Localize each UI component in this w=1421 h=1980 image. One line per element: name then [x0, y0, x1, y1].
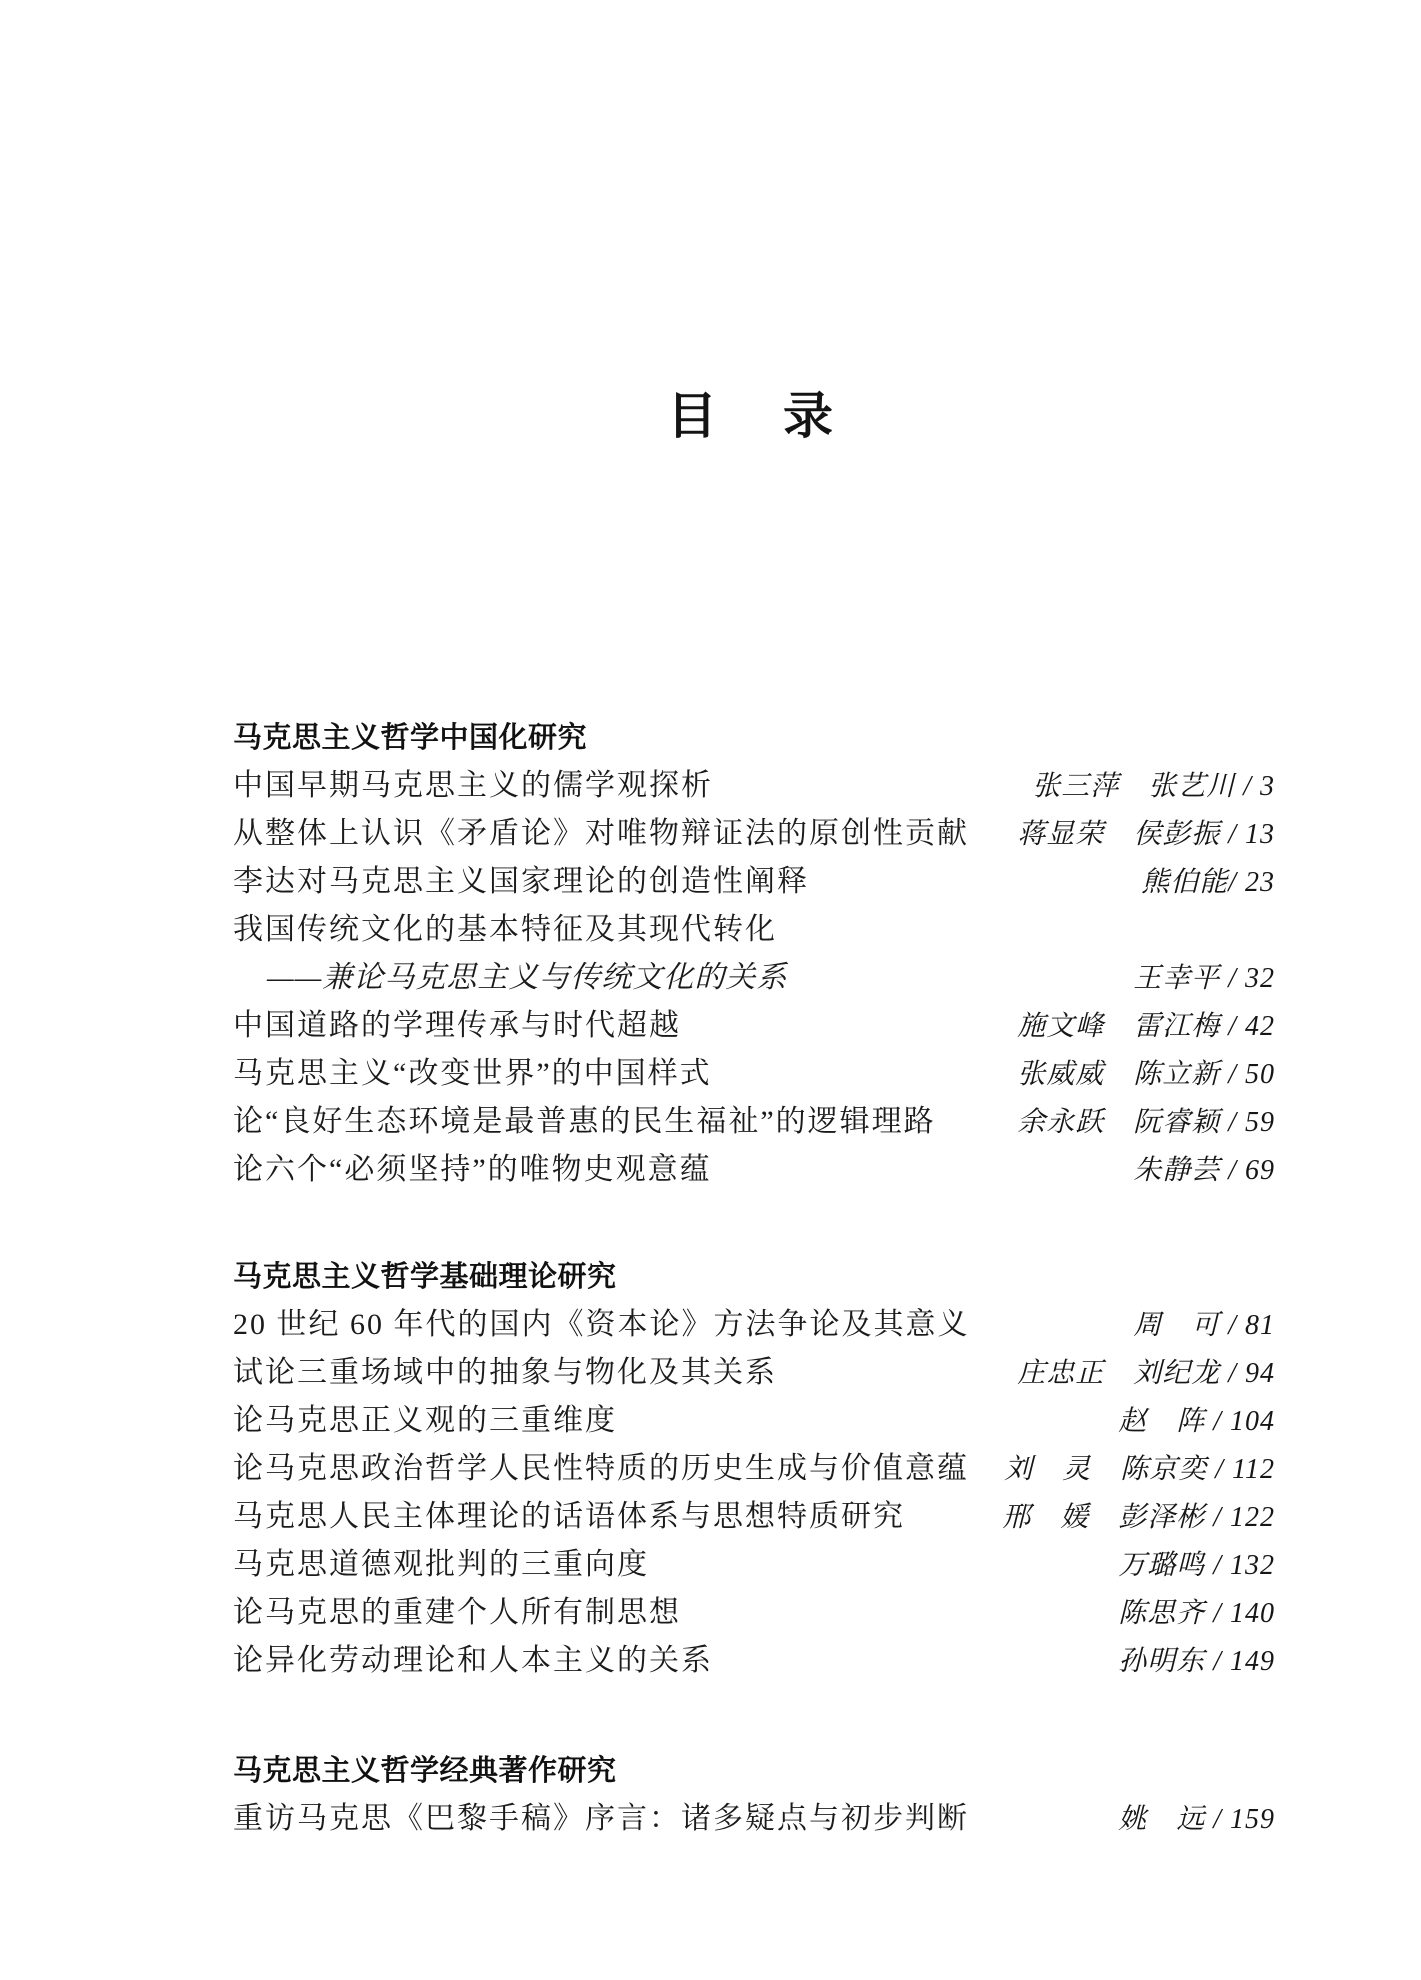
entry-authors-page: 庄忠正 刘纪龙 / 94: [1017, 1358, 1275, 1389]
toc-entry: [233, 1098, 1275, 1146]
toc-section: [233, 714, 1275, 1194]
entry-authors-page: 邢 媛 彭泽彬 / 122: [1002, 1502, 1275, 1533]
toc-entry: [233, 810, 1275, 858]
entry-authors-page: 孙明东 / 149: [1118, 1646, 1275, 1677]
entry-title: 从整体上认识《矛盾论》对唯物辩证法的原创性贡献: [233, 817, 969, 850]
entry-authors-page: 蒋显荣 侯彭振 / 13: [1017, 819, 1275, 850]
toc-entry: [233, 1349, 1275, 1397]
toc-entry: [233, 858, 1275, 906]
toc-entry: [233, 1541, 1275, 1589]
toc-entry: [233, 1397, 1275, 1445]
entry-title: 论“良好生态环境是最普惠的民生福祉”的逻辑理路: [233, 1105, 936, 1138]
entry-title: 马克思道德观批判的三重向度: [233, 1548, 649, 1581]
entry-authors-page: 赵 阵 / 104: [1118, 1406, 1275, 1437]
toc-entry: [233, 954, 1275, 1002]
entry-authors-page: 万璐鸣 / 132: [1118, 1550, 1275, 1581]
entry-authors-page: 余永跃 阮睿颖 / 59: [1017, 1107, 1275, 1138]
toc-entry: [233, 762, 1275, 810]
entry-title: 重访马克思《巴黎手稿》序言：诸多疑点与初步判断: [233, 1802, 969, 1835]
toc-entry: [233, 1146, 1275, 1194]
entry-title: 论马克思的重建个人所有制思想: [233, 1596, 681, 1629]
entry-authors-page: 陈思齐 / 140: [1118, 1598, 1275, 1629]
entry-title: 马克思人民主体理论的话语体系与思想特质研究: [233, 1500, 905, 1533]
entry-title: 试论三重场域中的抽象与物化及其关系: [233, 1356, 777, 1389]
toc-section: [233, 1747, 1275, 1843]
toc-entry: [233, 1002, 1275, 1050]
toc-entry: [233, 1301, 1275, 1349]
entry-title: 中国早期马克思主义的儒学观探析: [233, 769, 713, 802]
toc-entry: [233, 1637, 1275, 1685]
section-header: 马克思主义哲学基础理论研究: [233, 1261, 617, 1293]
entry-title: 20 世纪 60 年代的国内《资本论》方法争论及其意义: [233, 1308, 970, 1341]
entry-title: 马克思主义“改变世界”的中国样式: [233, 1057, 712, 1090]
entry-authors-page: 熊伯能/ 23: [1141, 867, 1275, 898]
toc-entry: [233, 1795, 1275, 1843]
entry-authors-page: 张威威 陈立新 / 50: [1017, 1059, 1275, 1090]
toc-entry: [233, 1589, 1275, 1637]
entry-authors-page: 张三萍 张艺川 / 3: [1032, 771, 1275, 802]
toc-entry: [233, 906, 1275, 954]
entry-authors-page: 姚 远 / 159: [1118, 1804, 1275, 1835]
entry-authors-page: 施文峰 雷江梅 / 42: [1017, 1011, 1275, 1042]
section-header: 马克思主义哲学经典著作研究: [233, 1755, 617, 1787]
entry-title: 李达对马克思主义国家理论的创造性阐释: [233, 865, 809, 898]
entry-title: 论六个“必须坚持”的唯物史观意蕴: [233, 1153, 712, 1186]
toc-section: [233, 1253, 1275, 1685]
entry-title: 论马克思政治哲学人民性特质的历史生成与价值意蕴: [233, 1452, 969, 1485]
entry-title: 我国传统文化的基本特征及其现代转化: [233, 913, 777, 946]
entry-title: 论马克思正义观的三重维度: [233, 1404, 617, 1437]
entry-authors-page: 周 可 / 81: [1133, 1310, 1275, 1341]
toc-entry: [233, 1445, 1275, 1493]
toc: [233, 714, 1275, 1843]
entry-title: ——兼论马克思主义与传统文化的关系: [267, 961, 788, 994]
entry-title: 中国道路的学理传承与时代超越: [233, 1009, 681, 1042]
toc-entry: [233, 1050, 1275, 1098]
entry-authors-page: 王幸平 / 32: [1133, 963, 1275, 994]
entry-title: 论异化劳动理论和人本主义的关系: [233, 1644, 713, 1677]
entry-authors-page: 刘 灵 陈京奕 / 112: [1004, 1454, 1275, 1485]
toc-entry: [233, 1493, 1275, 1541]
entry-authors-page: 朱静芸 / 69: [1133, 1155, 1275, 1186]
section-header: 马克思主义哲学中国化研究: [233, 722, 588, 754]
page-title: 目 录: [667, 388, 841, 444]
